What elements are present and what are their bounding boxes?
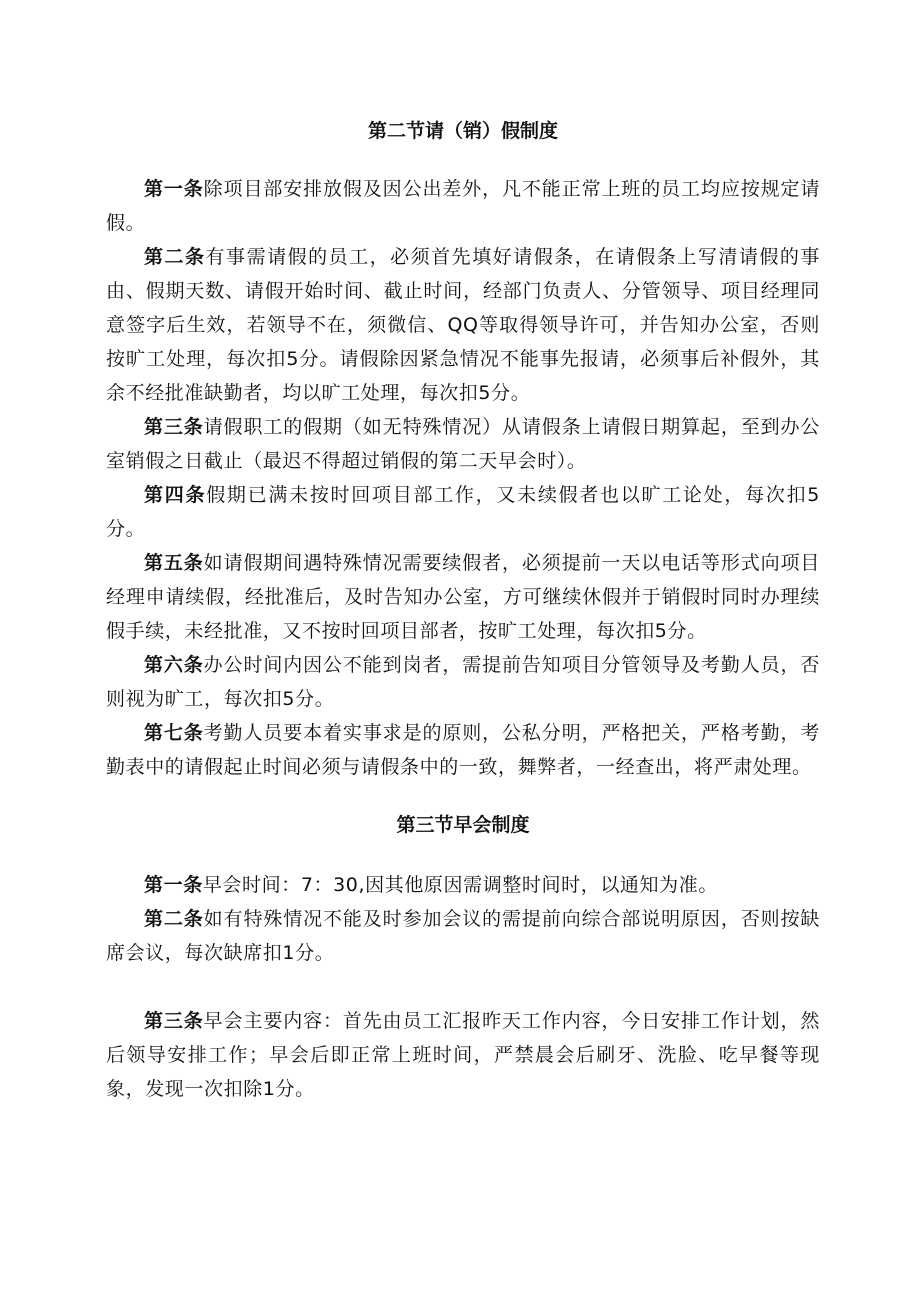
- article-number: 第五条: [144, 552, 204, 574]
- article-text: 请假职工的假期（如无特殊情况）从请假条上请假日期算起，至到办公室销假之日截止（最迟不得超过销假的第二天早会时）。: [106, 416, 820, 472]
- article-number: 第四条: [144, 484, 207, 506]
- article-text: 假期已满未按时回项目部工作，又未续假者也以旷工论处，每次扣5分。: [106, 484, 820, 540]
- article-text: 早会时间：7：30,因其他原因需调整时间时，以通知为准。: [202, 874, 718, 896]
- article-number: 第一条: [144, 178, 204, 200]
- article-text: 办公时间内因公不能到岗者，需提前告知项目分管领导及考勤人员，否则视为旷工，每次扣5分。: [106, 654, 820, 710]
- article-text: 有事需请假的员工，必须首先填好请假条，在请假条上写清请假的事由、假期天数、请假开始时间、截止时间，经部门负责人、分管领导、项目经理同意签字后生效，若领导不在，须微信、QQ等取得领导许可，并告知办公室，否则按旷工处理，每次扣5分。请假除因紧急情况不能事先报请，必须事后补假外，其余不经批准缺勤者，均以旷工处理，每次扣5分。: [106, 246, 820, 404]
- article-number: 第二条: [144, 246, 206, 268]
- leave-article-3: [106, 410, 820, 478]
- article-number: 第三条: [144, 1010, 204, 1032]
- article-number: 第六条: [144, 654, 204, 676]
- article-text: 考勤人员要本着实事求是的原则，公私分明，严格把关，严格考勤，考勤表中的请假起止时间必须与请假条中的一致，舞弊者，一经查出，将严肃处理。: [106, 722, 820, 778]
- leave-article-4: [106, 478, 820, 546]
- meeting-article-3: [106, 1004, 820, 1106]
- article-number: 第一条: [144, 874, 203, 896]
- article-number: 第七条: [144, 722, 204, 744]
- meeting-article-2: [106, 902, 820, 970]
- article-number: 第二条: [144, 908, 204, 930]
- leave-article-1: [106, 172, 820, 240]
- section-title-morning-meeting: 第三节早会制度: [396, 814, 530, 836]
- leave-article-6: [106, 648, 820, 716]
- article-text: 如请假期间遇特殊情况需要续假者，必须提前一天以电话等形式向项目经理申请续假，经批准后，及时告知办公室，方可继续休假并于销假时同时办理续假手续，未经批准，又不按时回项目部者，按旷工处理，每次扣5分。: [106, 552, 820, 642]
- article-number: 第三条: [144, 416, 204, 438]
- leave-article-2: [106, 240, 820, 410]
- article-text: 如有特殊情况不能及时参加会议的需提前向综合部说明原因，否则按缺席会议，每次缺席扣1分。: [106, 908, 820, 964]
- meeting-article-1: [106, 868, 820, 902]
- leave-article-5: [106, 546, 820, 648]
- section-title-leave: 第二节请（销）假制度: [367, 120, 558, 142]
- article-text: 除项目部安排放假及因公出差外，凡不能正常上班的员工均应按规定请假。: [106, 178, 820, 234]
- article-text: 早会主要内容：首先由员工汇报昨天工作内容，今日安排工作计划，然后领导安排工作；早会后即正常上班时间，严禁晨会后刷牙、洗脸、吃早餐等现象，发现一次扣除1分。: [106, 1010, 820, 1100]
- leave-article-7: [106, 716, 820, 784]
